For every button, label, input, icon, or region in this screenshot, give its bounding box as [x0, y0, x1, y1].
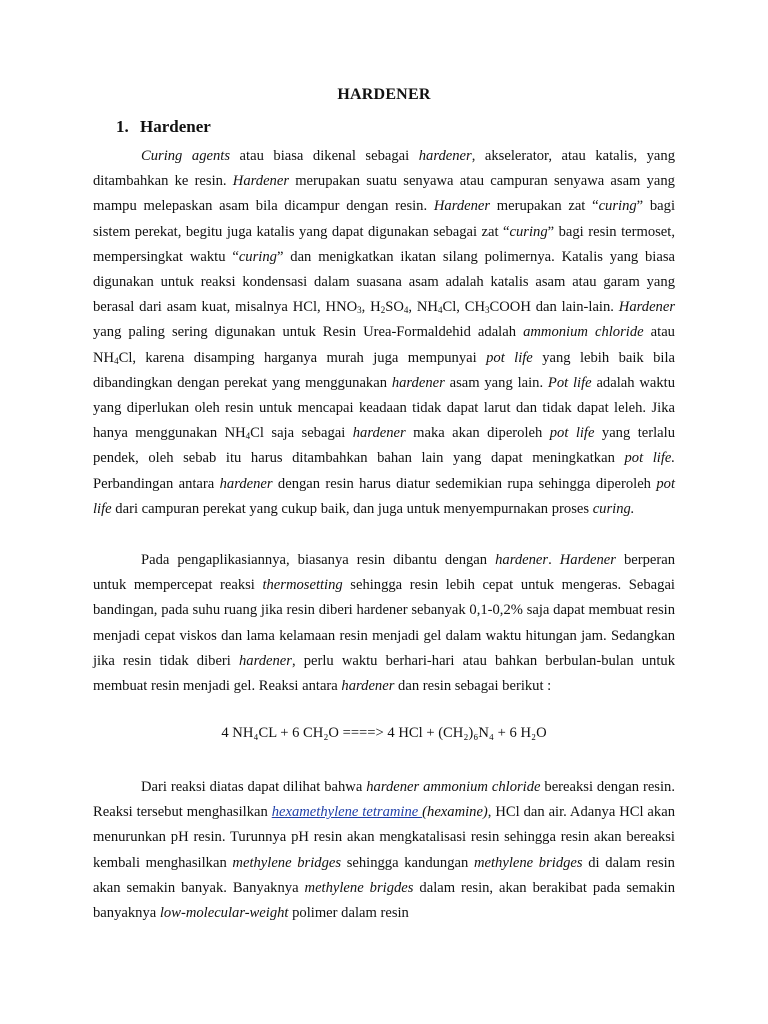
- reaction-equation: 4 NH₄CL + 6 CH₂O ====> 4 HCl + (CH₂)₆N₄ + 6 H₂O: [221, 725, 547, 741]
- paragraph-2: Pada pengaplikasiannya, biasanya resin dibantu dengan hardener. Hardener berperan untuk mempercepat reaksi thermosetting sehingga resin lebih cepat untuk mengeras. Sebagai bandingan, pada suhu ruang jika resin diberi hardener sebanyak 0,1-0,2% saja dapat membuat resin menjadi cepat viskos dan lama kelamaan resin menjadi gel dalam waktu hitungan jam. Sedangkan jika resin tidak diberi hardener, perlu waktu berhari-hari atau bahkan berbulan-bulan untuk membuat resin menjadi gel. Reaksi antara hardener dan resin sebagai berikut :: [93, 552, 675, 695]
- hexamethylene-tetramine-link[interactable]: hexamethylene tetramine: [271, 804, 423, 821]
- section-heading: [116, 117, 211, 137]
- section-number: 1.: [116, 117, 129, 136]
- paragraph-1: Curing agents atau biasa dikenal sebagai hardener, akselerator, atau katalis, yang ditambahkan ke resin. Hardener merupakan suatu senyawa atau campuran senyawa asam yang mampu melepaskan asam bila dicampur dengan resin. Hardener merupakan zat “curing” bagi sistem perekat, begitu juga katalis yang dapat digunakan sebagai zat “curing” bagi resin termoset, mempersingkat waktu “curing” dan menigkatkan ikatan silang polimernya. Katalis yang biasa digunakan untuk reaksi kondensasi dalam suasana asam adalah katalis asam atau garam yang berasal dari asam kuat, misalnya HCl, $HNO_3$, $H_2SO_4$, $NH_4Cl$, $CH_3COOH$ dan lain-lain. Hardener yang paling sering digunakan untuk Resin Urea-Formaldehid adalah ammonium chloride atau $NH_4Cl$, karena disamping harganya murah juga mempunyai pot life yang lebih baik bila dibandingkan dengan perekat yang menggunakan hardener asam yang lain. Pot life adalah waktu yang diperlukan oleh resin untuk mencapai keadaan tidak dapat larut dan tidak dapat leleh. Jika hanya menggunakan $NH_4Cl$ saja sebagai hardener maka akan diperoleh pot life yang terlalu pendek, oleh sebab itu harus ditambahkan bahan lain yang dapat meningkatkan pot life. Perbandingan antara hardener dengan resin harus diatur sedemikian rupa sehingga diperoleh pot life dari campuran perekat yang cukup baik, dan juga untuk menyempurnakan proses curing.: [93, 148, 676, 517]
- paragraph-3: Dari reaksi diatas dapat dilihat bahwa hardener ammonium chloride bereaksi dengan resin. Reaksi tersebut menghasilkan hexamethylene tetramine (hexamine), HCl dan air. Adanya HCl akan menurunkan pH resin. Turunnya pH resin akan mengkatalisasi resin sehingga resin akan bereaksi kembali menghasilkan methylene bridges sehingga kandungan methylene bridges di dalam resin akan semakin banyak. Banyaknya methylene brigdes dalam resin, akan berakibat pada semakin banyaknya low-molecular-weight polimer dalam resin: [93, 779, 676, 922]
- document-title: HARDENER: [337, 86, 431, 103]
- section-heading-text: Hardener: [140, 117, 211, 136]
